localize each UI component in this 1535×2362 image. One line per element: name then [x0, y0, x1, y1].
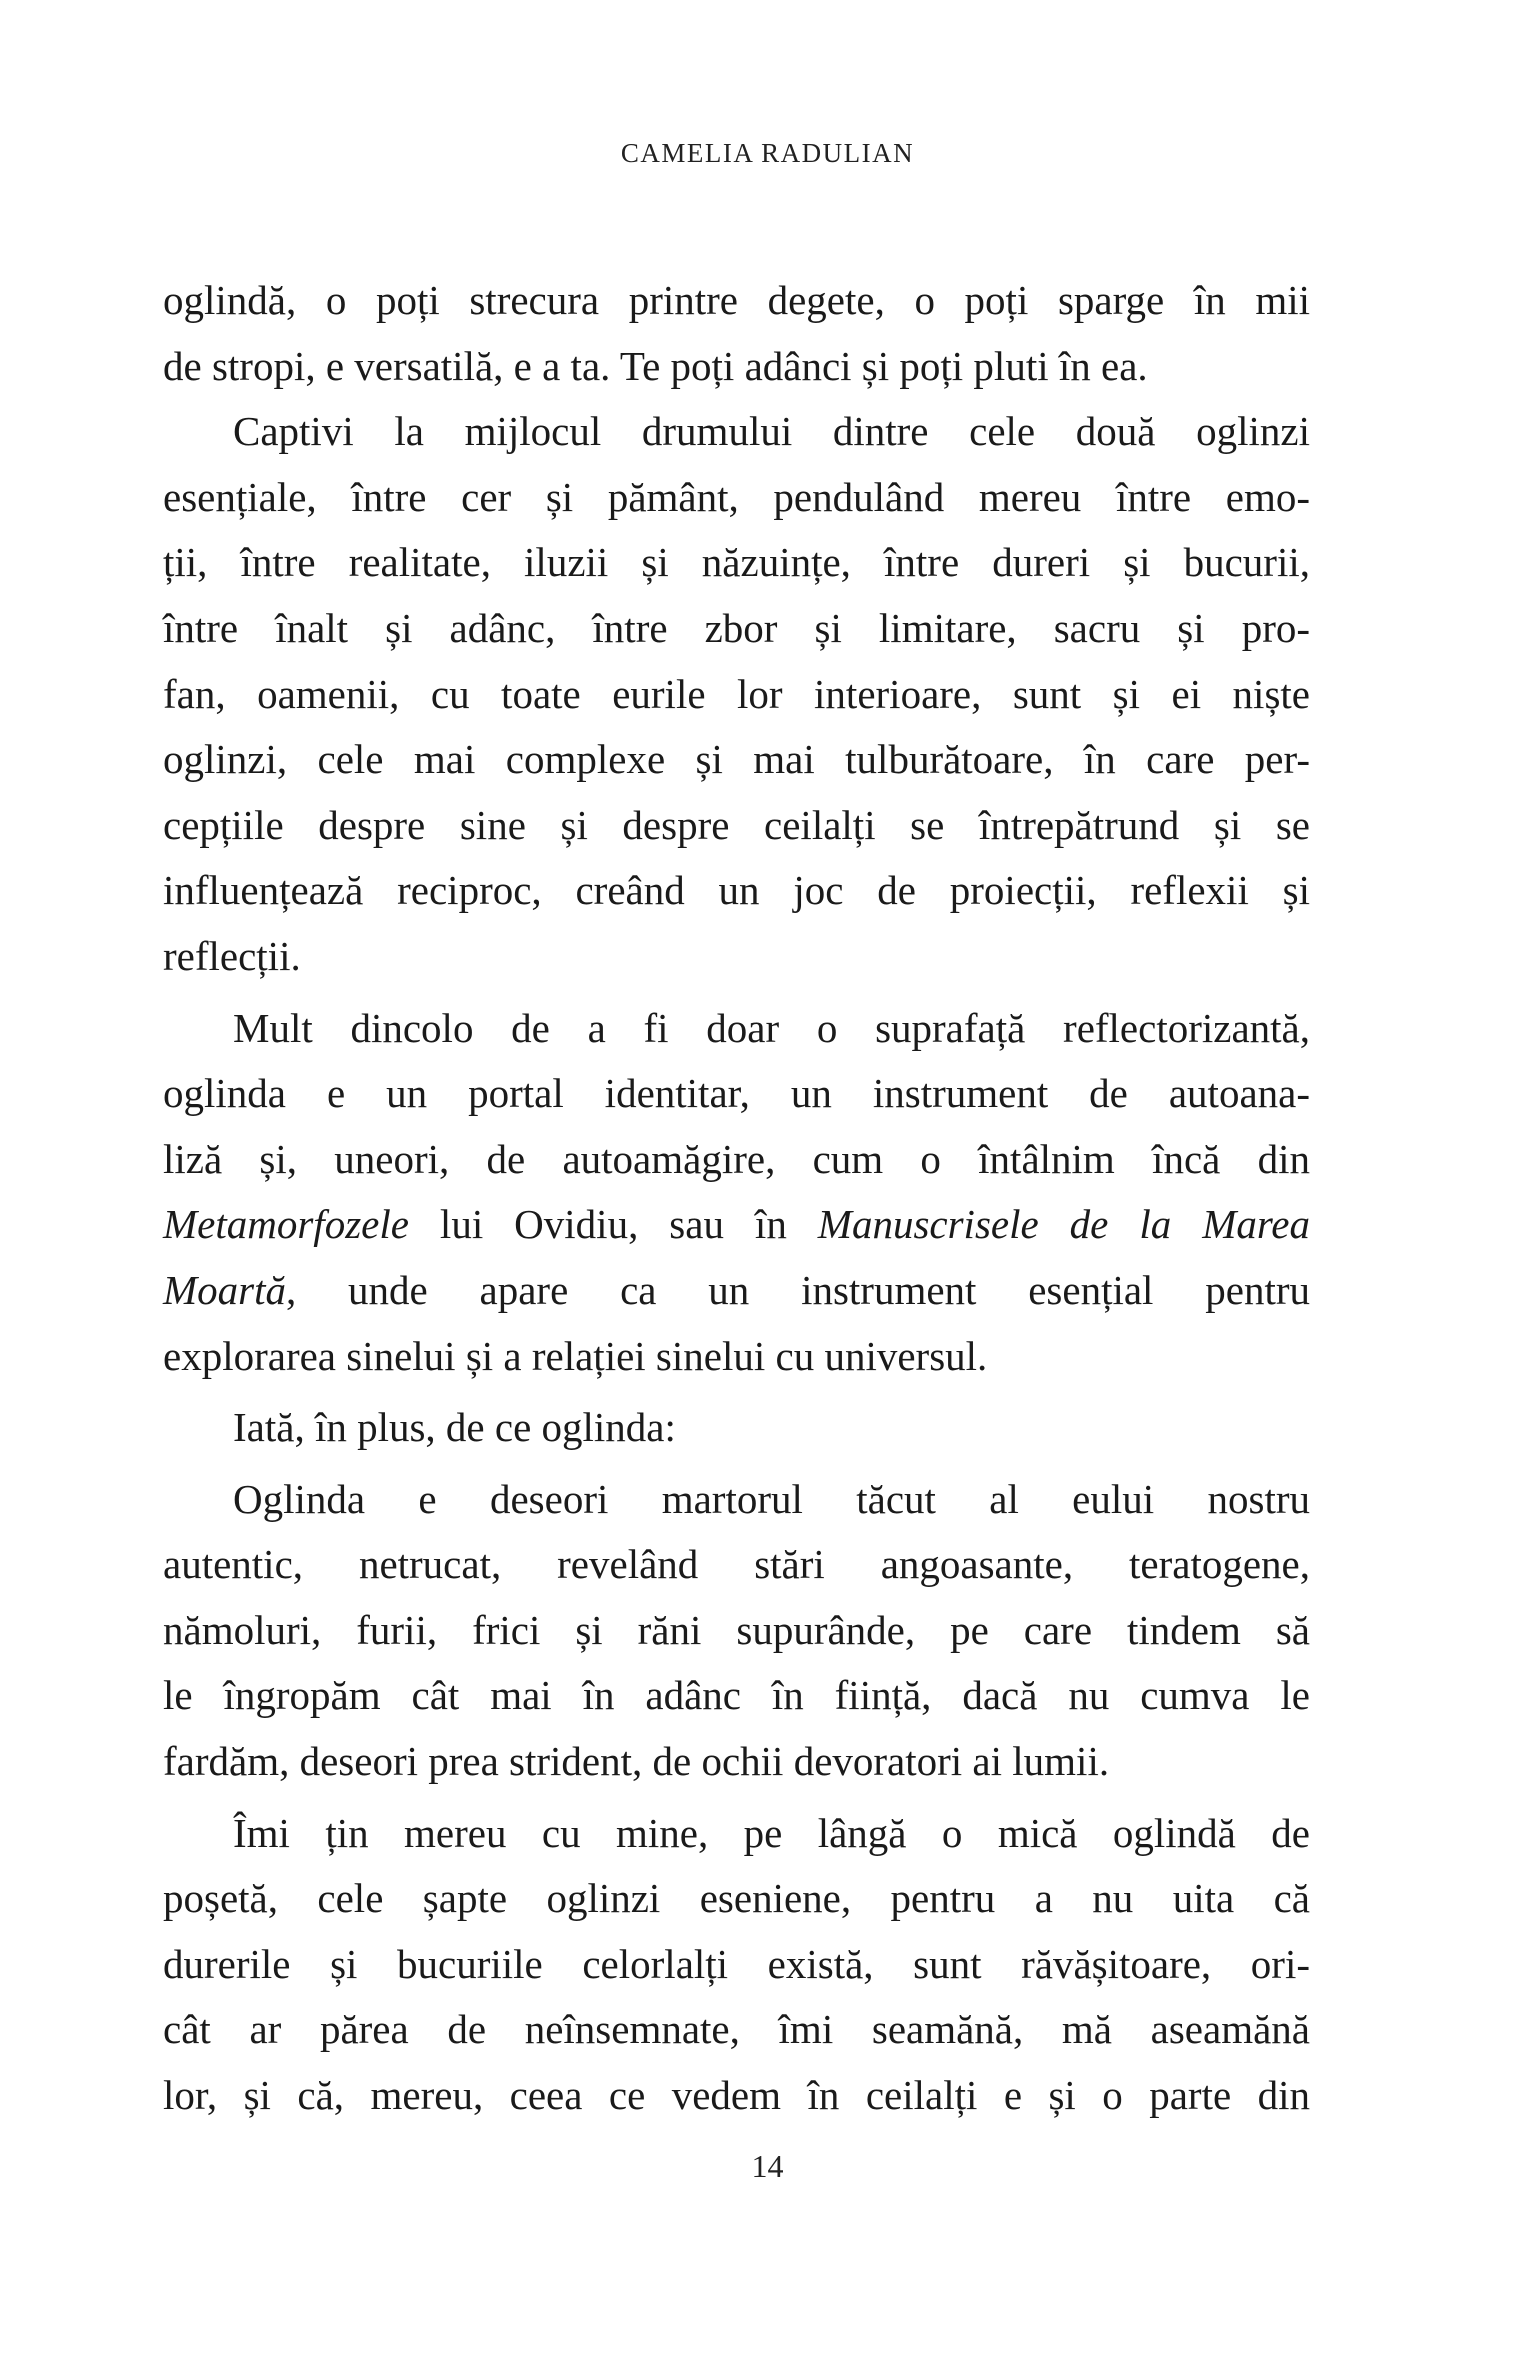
text-run: lui Ovidiu, sau în	[408, 1201, 818, 1248]
text-line: de stropi, e versatilă, e a ta. Te poți adânci și poți pluti în ea.	[163, 342, 1148, 389]
paragraph-start-line: Captivi la mijlocul drumului dintre cele două oglinzi	[233, 408, 1310, 455]
text-line: nămoluri, furii, frici și răni supurânde, pe care tindem să	[163, 1606, 1310, 1653]
text-line-with-titles	[163, 1258, 1310, 1324]
paragraph-start-line: Îmi țin mereu cu mine, pe lângă o mică oglindă de	[233, 1809, 1310, 1856]
paragraph-start-line: Mult dincolo de a fi doar o suprafață reflectorizantă,	[233, 1004, 1310, 1051]
running-head: CAMELIA RADULIAN	[620, 138, 915, 168]
text-line: ții, între realitate, iluzii și năzuințe, între dureri și bucurii,	[163, 539, 1310, 586]
text-line: cât ar părea de neînsemnate, îmi seamănă, mă aseamănă	[163, 2006, 1310, 2053]
text-line: liză și, uneori, de autoamăgire, cum o întâlnim încă din	[163, 1135, 1310, 1182]
text-line: reflecții.	[163, 932, 301, 979]
text-line: cepțiile despre sine și despre ceilalți se întrepătrund și se	[163, 801, 1310, 848]
text-line: le îngropăm cât mai în adânc în ființă, dacă nu cumva le	[163, 1672, 1310, 1719]
book-title-italic: Manuscrisele de la Marea	[817, 1201, 1310, 1248]
paragraph-start-line: Iată, în plus, de ce oglinda:	[233, 1404, 676, 1451]
book-title-italic: Moartă	[163, 1266, 286, 1313]
text-line: fardăm, deseori prea strident, de ochii devoratori ai lumii.	[163, 1738, 1110, 1785]
page-number: 14	[751, 2148, 784, 2184]
text-line: între înalt și adânc, între zbor și limitare, sacru și pro-	[163, 604, 1310, 651]
text-line: poșetă, cele șapte oglinzi eseniene, pentru a nu uita că	[163, 1875, 1310, 1922]
text-line: oglinda e un portal identitar, un instrument de autoana-	[163, 1070, 1310, 1117]
text-line: oglinzi, cele mai complexe și mai tulburătoare, în care per-	[163, 736, 1310, 783]
text-line: fan, oamenii, cu toate eurile lor interioare, sunt și ei niște	[163, 670, 1310, 717]
text-line: esențiale, între cer și pământ, pendulând mereu între emo-	[163, 473, 1310, 520]
body-text	[163, 268, 1310, 2129]
text-line: durerile și bucuriile celorlalți există, sunt răvășitoare, ori-	[163, 1940, 1310, 1987]
text-line: oglindă, o poți strecura printre degete, o poți sparge în mii	[163, 277, 1310, 323]
text-line: autentic, netrucat, revelând stări angoasante, teratogene,	[163, 1541, 1310, 1588]
text-line: lor, și că, mereu, ceea ce vedem în ceilalți e și o parte din	[163, 2072, 1310, 2119]
book-title-italic: Metamorfozele	[163, 1201, 409, 1248]
paragraph-start-line: Oglinda e deseori martorul tăcut al eului nostru	[233, 1475, 1310, 1522]
text-line: influențează reciproc, creând un joc de proiecții, reflexii și	[163, 867, 1310, 914]
text-line-with-titles	[163, 1192, 1310, 1258]
text-line: explorarea sinelui și a relației sinelui cu universul.	[163, 1332, 988, 1379]
text-run: , unde apare ca un instrument esențial pentru	[286, 1266, 1310, 1313]
